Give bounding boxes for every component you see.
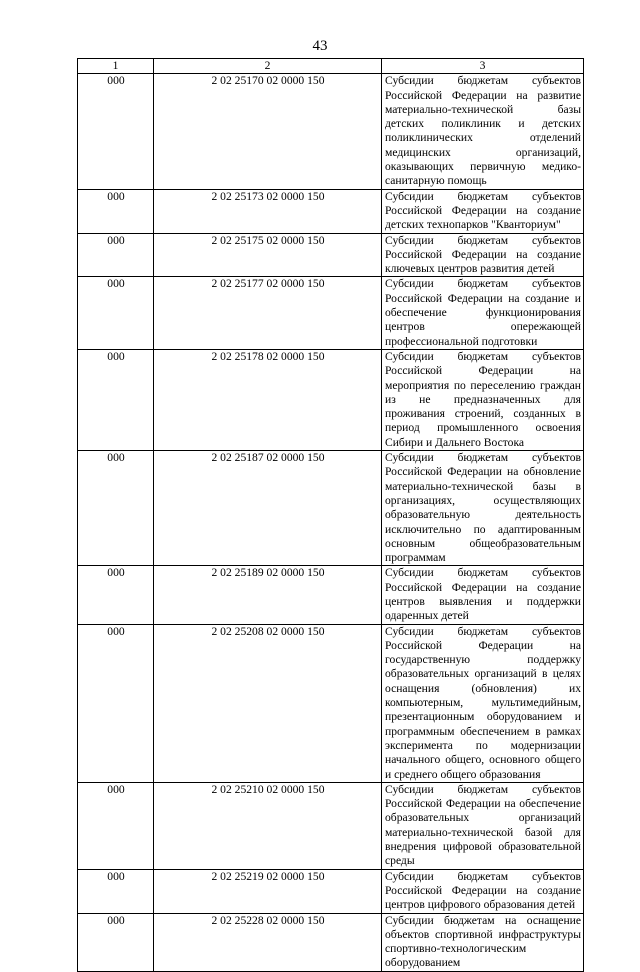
revenue-name-cell: Субсидии бюджетам субъектов Российской Федерации на мероприятия по переселению граждан из не предназначенных для проживания строений, созданных в период промышленного освоения Сибири и Дальнего Востока — [382, 349, 584, 450]
budget-code-cell: 2 02 25189 02 0000 150 — [154, 566, 382, 624]
table-body — [78, 74, 584, 971]
admin-code-cell: 000 — [78, 913, 154, 971]
column-header-1: 1 — [78, 59, 154, 74]
budget-classification-table — [77, 58, 584, 972]
table-row — [78, 624, 584, 782]
table-row — [78, 451, 584, 566]
revenue-name-cell: Субсидии бюджетам субъектов Российской Федерации на обеспечение образовательных организаций материально-технической базой для внедрения цифровой образовательной среды — [382, 782, 584, 869]
admin-code-cell: 000 — [78, 566, 154, 624]
column-header-3: 3 — [382, 59, 584, 74]
budget-code-cell: 2 02 25170 02 0000 150 — [154, 74, 382, 189]
revenue-name-cell: Субсидии бюджетам субъектов Российской Федерации на создание детских технопарков "Кванториум" — [382, 189, 584, 233]
budget-code-cell: 2 02 25175 02 0000 150 — [154, 233, 382, 277]
admin-code-cell: 000 — [78, 233, 154, 277]
admin-code-cell: 000 — [78, 349, 154, 450]
page-number: 43 — [312, 38, 328, 54]
admin-code-cell: 000 — [78, 451, 154, 566]
revenue-name-cell: Субсидии бюджетам субъектов Российской Федерации на развитие материально-технической базы детских поликлиник и детских поликлинических отделений медицинских организаций, оказывающих первичную медико-санитарную помощь — [382, 74, 584, 189]
table-row — [78, 74, 584, 189]
admin-code-cell: 000 — [78, 74, 154, 189]
table-header — [78, 59, 584, 74]
budget-code-cell: 2 02 25228 02 0000 150 — [154, 913, 382, 971]
table-row — [78, 913, 584, 971]
revenue-name-cell: Субсидии бюджетам субъектов Российской Федерации на создание центров цифрового образования детей — [382, 869, 584, 913]
revenue-name-cell: Субсидии бюджетам субъектов Российской Федерации на государственную поддержку образовательных организаций в целях оснащения (обновления) их компьютерным, мультимедийным, презентационным оборудованием и программным обеспечением в рамках эксперимента по модернизации начального общего, основного общего и среднего общего образования — [382, 624, 584, 782]
budget-code-cell: 2 02 25219 02 0000 150 — [154, 869, 382, 913]
column-header-2: 2 — [154, 59, 382, 74]
revenue-name-cell: Субсидии бюджетам субъектов Российской Федерации на создание и обеспечение функционирования центров опережающей профессиональной подготовки — [382, 277, 584, 349]
table-row — [78, 277, 584, 349]
admin-code-cell: 000 — [78, 277, 154, 349]
revenue-name-cell: Субсидии бюджетам субъектов Российской Федерации на обновление материально-технической базы в организациях, осуществляющих образовательную деятельность исключительно по адаптированным основным общеобразовательным программам — [382, 451, 584, 566]
admin-code-cell: 000 — [78, 189, 154, 233]
budget-code-cell: 2 02 25173 02 0000 150 — [154, 189, 382, 233]
admin-code-cell: 000 — [78, 869, 154, 913]
table-row — [78, 566, 584, 624]
budget-code-cell: 2 02 25208 02 0000 150 — [154, 624, 382, 782]
budget-code-cell: 2 02 25187 02 0000 150 — [154, 451, 382, 566]
table-row — [78, 349, 584, 450]
budget-code-cell: 2 02 25210 02 0000 150 — [154, 782, 382, 869]
table-row — [78, 233, 584, 277]
revenue-name-cell: Субсидии бюджетам субъектов Российской Федерации на создание центров выявления и поддержки одаренных детей — [382, 566, 584, 624]
budget-code-cell: 2 02 25178 02 0000 150 — [154, 349, 382, 450]
table-row — [78, 869, 584, 913]
admin-code-cell: 000 — [78, 624, 154, 782]
revenue-name-cell: Субсидии бюджетам субъектов Российской Федерации на создание ключевых центров развития детей — [382, 233, 584, 277]
admin-code-cell: 000 — [78, 782, 154, 869]
revenue-name-cell: Субсидии бюджетам на оснащение объектов спортивной инфраструктуры спортивно-технологическим оборудованием — [382, 913, 584, 971]
header-row — [78, 59, 584, 74]
table-row — [78, 189, 584, 233]
table-row — [78, 782, 584, 869]
budget-code-cell: 2 02 25177 02 0000 150 — [154, 277, 382, 349]
